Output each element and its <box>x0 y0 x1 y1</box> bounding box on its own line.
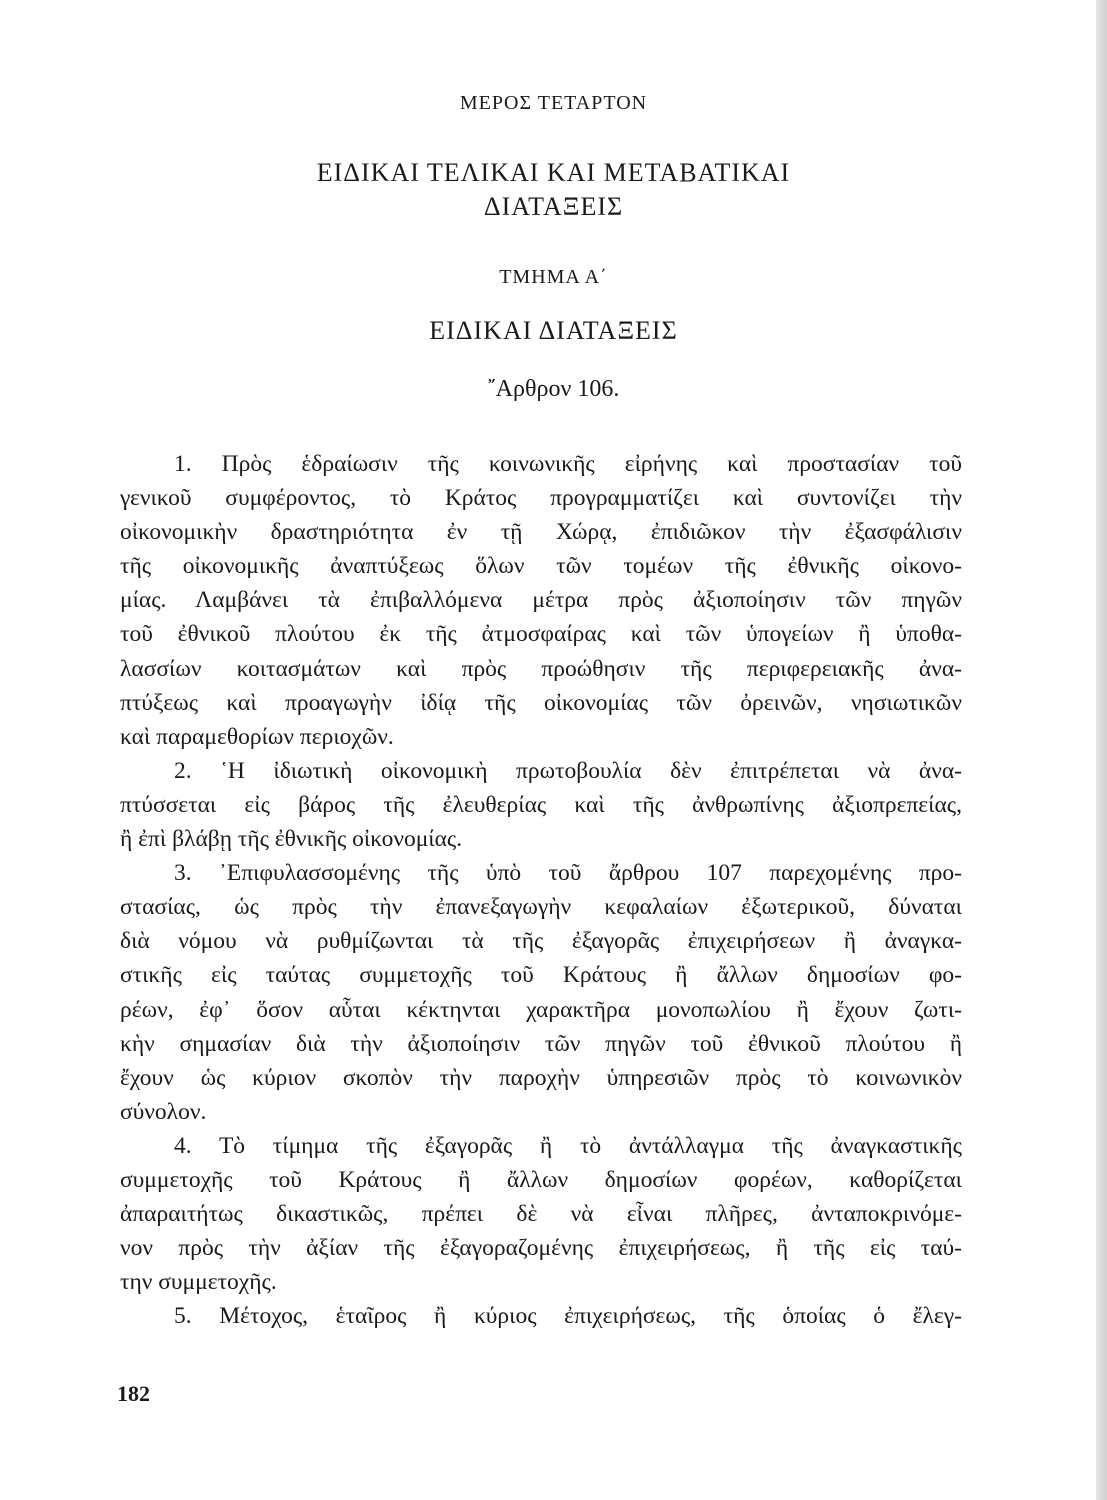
text-line: πτύξεως καὶ προαγωγὴν ἰδίᾳ τῆς οἰκονομίας τῶν ὀρεινῶν, νησιωτικῶν <box>120 689 962 716</box>
page-gutter <box>1096 0 1107 1500</box>
text-line: λασσίων κοιτασμάτων καὶ πρὸς προώθησιν τῆς περιφερειακῆς ἀνα- <box>120 655 962 682</box>
text-line: οἰκονομικὴν δραστηριότητα ἐν τῇ Χώρᾳ, ἐπιδιῶκον τὴν ἐξασφάλισιν <box>120 519 962 546</box>
text-line: 4. Τὸ τίμημα τῆς ἐξαγορᾶς ἢ τὸ ἀντάλλαγμα τῆς ἀναγκαστικῆς <box>174 1132 962 1159</box>
text-line: συμμετοχῆς τοῦ Κράτους ἢ ἄλλων δημοσίων φορέων, καθορίζεται <box>120 1166 962 1193</box>
text-line: μίας. Λαμβάνει τὰ ἐπιβαλλόμενα μέτρα πρὸς ἀξιοποίησιν τῶν πηγῶν <box>120 587 962 614</box>
text-line: ρέων, ἐφ᾿ ὅσον αὗται κέκτηνται χαρακτῆρα μονοπωλίου ἢ ἔχουν ζωτι- <box>120 996 962 1023</box>
text-line: στικῆς εἰς ταύτας συμμετοχῆς τοῦ Κράτους ἢ ἄλλων δημοσίων φο- <box>120 962 962 989</box>
text-line: ἔχουν ὡς κύριον σκοπὸν τὴν παροχὴν ὑπηρεσιῶν πρὸς τὸ κοινωνικὸν <box>120 1064 962 1091</box>
text-line: τοῦ ἐθνικοῦ πλούτου ἐκ τῆς ἀτμοσφαίρας καὶ τῶν ὑπογείων ἢ ὑποθα- <box>120 621 962 648</box>
page-number: 182 <box>117 1381 150 1406</box>
text-line: 1. Πρὸς ἑδραίωσιν τῆς κοινωνικῆς εἰρήνης καὶ προστασίαν τοῦ <box>174 451 962 477</box>
text-line: σύνολον. <box>120 1098 207 1125</box>
article-heading: ῎Αρθρον 106. <box>487 376 620 402</box>
text-line: πτύσσεται εἰς βάρος τῆς ἐλευθερίας καὶ τῆς ἀνθρωπίνης ἀξιοπρεπείας, <box>120 791 962 818</box>
text-line: κὴν σημασίαν διὰ τὴν ἀξιοποίησιν τῶν πηγῶν τοῦ ἐθνικοῦ πλούτου ἢ <box>120 1030 962 1057</box>
text-line: νον πρὸς τὴν ἀξίαν τῆς ἐξαγοραζομένης ἐπιχειρήσεως, ἢ τῆς εἰς ταύ- <box>120 1235 962 1262</box>
text-line: καὶ παραμεθορίων περιοχῶν. <box>120 723 394 750</box>
section-heading: ΤΜΗΜΑ Α΄ <box>499 266 608 288</box>
part-heading: ΜΕΡΟΣ ΤΕΤΑΡΤΟΝ <box>459 92 648 114</box>
subtitle-heading: ΕΙΔΙΚΑΙ ΔΙΑΤΑΞΕΙΣ <box>429 316 678 345</box>
text-line: τῆς οἰκονομικῆς ἀναπτύξεως ὅλων τῶν τομέων τῆς ἐθνικῆς οἰκονο- <box>120 553 962 580</box>
title-line-2: ΔΙΑΤΑΞΕΙΣ <box>483 192 624 221</box>
article-body <box>120 447 962 1333</box>
text-line: 3. ᾿Επιφυλασσομένης τῆς ὑπὸ τοῦ ἄρθρου 107 παρεχομένης προ- <box>174 860 962 887</box>
text-line: γενικοῦ συμφέροντος, τὸ Κράτος προγραμματίζει καὶ συντονίζει τὴν <box>120 485 962 512</box>
text-line: ἢ ἐπὶ βλάβῃ τῆς ἐθνικῆς οἰκονομίας. <box>120 826 463 853</box>
title-line-1: ΕΙΔΙΚΑΙ ΤΕΛΙΚΑΙ ΚΑΙ ΜΕΤΑΒΑΤΙΚΑΙ <box>316 158 791 187</box>
text-line: ἀπαραιτήτως δικαστικῶς, πρέπει δὲ νὰ εἶναι πλῆρες, ἀνταποκρινόμε- <box>120 1201 962 1228</box>
text-line: στασίας, ὡς πρὸς τὴν ἐπανεξαγωγὴν κεφαλαίων ἐξωτερικοῦ, δύναται <box>120 894 962 921</box>
text-line: 2. ῾Η ἰδιωτικὴ οἰκονομικὴ πρωτοβουλία δὲν ἐπιτρέπεται νὰ ἀνα- <box>174 757 962 784</box>
text-line: την συμμετοχῆς. <box>120 1269 277 1296</box>
text-line: διὰ νόμου νὰ ρυθμίζωνται τὰ τῆς ἐξαγορᾶς ἐπιχειρήσεων ἢ ἀναγκα- <box>120 928 962 955</box>
text-line: 5. Μέτοχος, ἑταῖρος ἢ κύριος ἐπιχειρήσεως, τῆς ὁποίας ὁ ἔλεγ- <box>174 1303 962 1330</box>
